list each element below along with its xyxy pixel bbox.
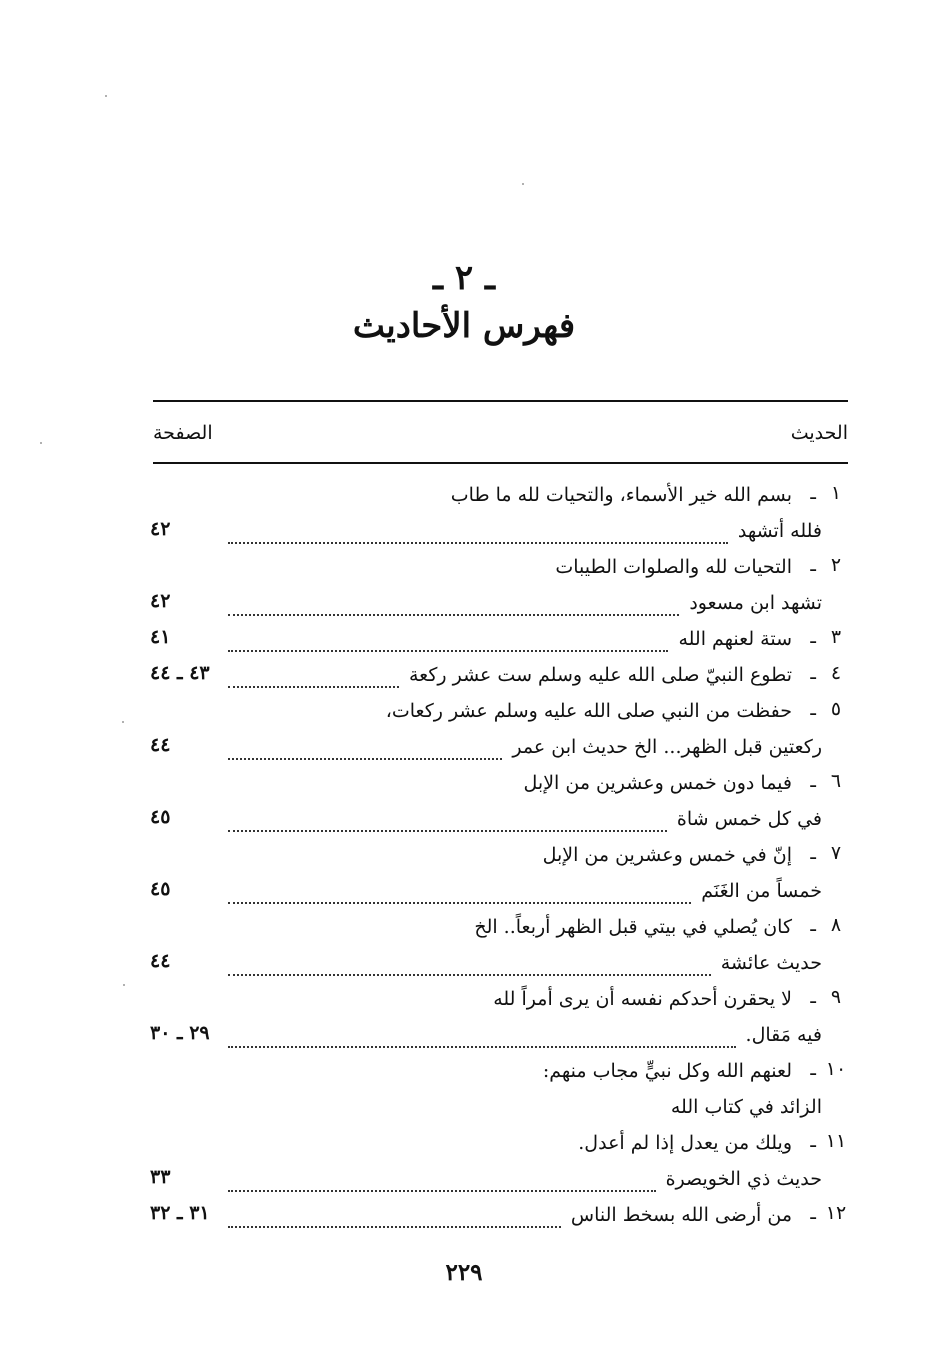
index-entry — [0, 1126, 928, 1162]
index-entry — [0, 766, 928, 802]
entry-page: ٤٥ — [150, 806, 171, 828]
entry-number: ٢ — [830, 554, 842, 576]
dot-leader — [228, 952, 711, 976]
index-entry — [0, 730, 928, 766]
entry-page: ٤٤ — [150, 734, 171, 756]
index-entry — [0, 838, 928, 874]
index-entry — [0, 514, 928, 550]
dot-leader — [228, 520, 728, 544]
entry-text: حديث ذي الخويصرة — [665, 1168, 822, 1190]
index-entry — [0, 1090, 928, 1126]
dot-leader — [228, 628, 668, 652]
entry-text: فيما دون خمس وعشرين من الإبل — [523, 772, 792, 794]
entry-text: حديث عائشة — [720, 952, 822, 974]
dot-leader — [228, 592, 679, 616]
table-top-rule — [153, 400, 848, 402]
index-entry — [0, 694, 928, 730]
entry-text: فلله أتشهد — [737, 520, 822, 542]
dot-leader — [228, 664, 399, 688]
entry-text: إنّ في خمس وعشرين من الإبل — [542, 844, 792, 866]
entry-text: فيه مَقال. — [745, 1024, 822, 1046]
index-entry — [0, 1162, 928, 1198]
entry-page: ٣٣ — [150, 1166, 171, 1188]
page-number: ٢٢٩ — [445, 1259, 483, 1286]
entry-page: ٢٩ ـ ٣٠ — [150, 1022, 210, 1044]
entry-number: ٥ — [830, 698, 842, 720]
section-number: ـ ٢ ـ — [433, 258, 495, 298]
entry-dash: ـ — [810, 914, 816, 936]
entry-text: من أرضى الله بسخط الناس — [570, 1204, 792, 1226]
index-entry — [0, 1054, 928, 1090]
entry-page: ٣١ ـ ٣٢ — [150, 1202, 210, 1224]
entry-text: لا يحقرن أحدكم نفسه أن يرى أمراً لله — [493, 988, 792, 1010]
entry-page: ٤١ — [150, 626, 171, 648]
index-entry — [0, 910, 928, 946]
entry-dash: ـ — [810, 662, 816, 684]
scan-speck — [522, 183, 524, 185]
entry-dash: ـ — [810, 842, 816, 864]
entry-text: في كل خمس شاة — [676, 808, 822, 830]
entry-number: ٩ — [830, 986, 842, 1008]
entry-number: ٣ — [830, 626, 842, 648]
entry-page: ٤٣ ـ ٤٤ — [150, 662, 210, 684]
index-entry — [0, 658, 928, 694]
entry-text: الزائد في كتاب الله — [670, 1096, 822, 1118]
entry-page: ٤٤ — [150, 950, 171, 972]
scan-speck — [123, 984, 125, 986]
entry-text: تطوع النبيّ صلى الله عليه وسلم ست عشر ركعة — [408, 664, 792, 686]
column-header-page: الصفحة — [153, 422, 213, 444]
entry-text: تشهد ابن مسعود — [689, 592, 822, 614]
dot-leader — [228, 808, 667, 832]
entry-number: ١٢ — [825, 1202, 847, 1224]
entry-text: ستة لعنهم الله — [678, 628, 792, 650]
entry-dash: ـ — [810, 986, 816, 1008]
entry-number: ١١ — [825, 1130, 847, 1152]
entry-number: ٨ — [830, 914, 842, 936]
scan-speck — [105, 95, 107, 97]
dot-leader — [228, 736, 502, 760]
entry-text: لعنهم الله وكل نبيٍّ مجاب منهم: — [542, 1060, 792, 1082]
dot-leader — [228, 1168, 656, 1192]
column-header-hadith: الحديث — [790, 422, 848, 444]
hadith-index-list — [0, 478, 928, 1234]
entry-page: ٤٢ — [150, 518, 171, 540]
entry-dash: ـ — [810, 482, 816, 504]
entry-text: التحيات لله والصلوات الطيبات — [555, 556, 792, 578]
entry-page: ٤٢ — [150, 590, 171, 612]
entry-number: ٤ — [830, 662, 842, 684]
entry-text: ركعتين قبل الظهر... الخ حديث ابن عمر — [512, 736, 822, 758]
entry-page: ٤٥ — [150, 878, 171, 900]
index-entry — [0, 622, 928, 658]
index-entry — [0, 478, 928, 514]
entry-dash: ـ — [810, 1058, 816, 1080]
entry-dash: ـ — [810, 626, 816, 648]
entry-dash: ـ — [810, 1130, 816, 1152]
entry-number: ٧ — [830, 842, 842, 864]
entry-text: ويلك من يعدل إذا لم أعدل. — [578, 1132, 792, 1154]
entry-text: حفظت من النبي صلى الله عليه وسلم عشر ركعات، — [385, 700, 792, 722]
page-title: فهرس الأحاديث — [352, 306, 576, 346]
dot-leader — [228, 1024, 736, 1048]
entry-text: خمساً من الغَنَم — [701, 880, 822, 902]
index-entry — [0, 586, 928, 622]
index-entry — [0, 1018, 928, 1054]
dot-leader — [228, 1204, 561, 1228]
entry-dash: ـ — [810, 554, 816, 576]
index-entry — [0, 1198, 928, 1234]
entry-number: ١٠ — [825, 1058, 847, 1080]
table-header-rule — [153, 462, 848, 464]
entry-dash: ـ — [810, 770, 816, 792]
index-entry — [0, 982, 928, 1018]
entry-number: ٦ — [830, 770, 842, 792]
index-entry — [0, 874, 928, 910]
scan-speck — [122, 721, 124, 723]
entry-text: كان يُصلي في بيتي قبل الظهر أربعاً.. الخ — [474, 916, 792, 938]
entry-dash: ـ — [810, 1202, 816, 1224]
entry-number: ١ — [830, 482, 842, 504]
dot-leader — [228, 880, 691, 904]
index-entry — [0, 946, 928, 982]
index-entry — [0, 802, 928, 838]
entry-text: بسم الله خير الأسماء، والتحيات لله ما طاب — [450, 484, 792, 506]
entry-dash: ـ — [810, 698, 816, 720]
scan-speck — [40, 442, 42, 444]
index-entry — [0, 550, 928, 586]
